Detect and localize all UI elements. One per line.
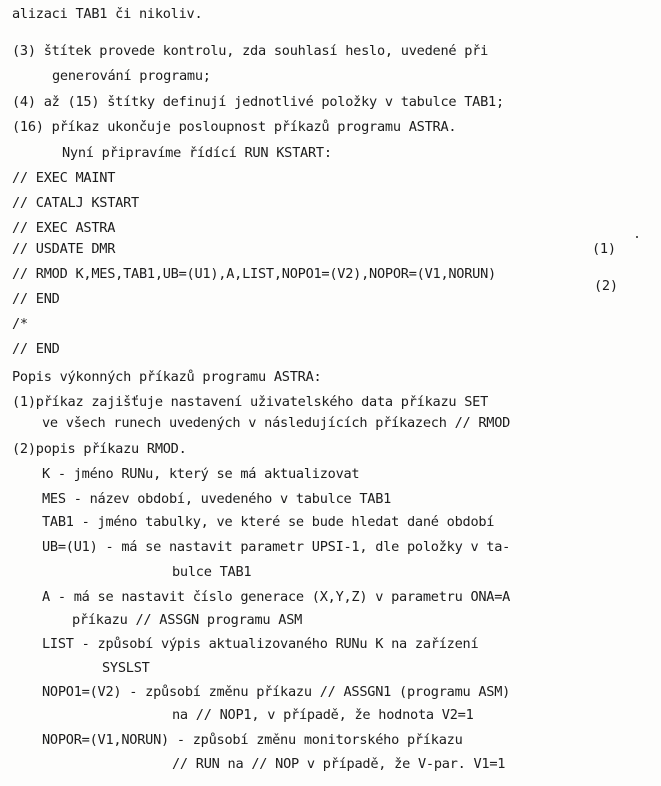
code-line: // CATALJ KSTART: [12, 195, 139, 211]
text-line: TAB1 - jméno tabulky, ve které se bude hledat dané období: [42, 514, 495, 530]
text-line: bulce TAB1: [172, 564, 252, 580]
text-line: LIST - způsobí výpis aktualizovaného RUNu K na zařízení: [42, 636, 479, 652]
text-line: NOPOR=(V1,NORUN) - způsobí změnu monitorského příkazu: [42, 732, 463, 748]
text-line: UB=(U1) - má se nastavit parametr UPSI-1, dle položky v ta-: [42, 539, 511, 555]
text-line: ve všech runech uvedených v následujících příkazech // RMOD: [42, 415, 511, 431]
code-line: // END: [12, 291, 60, 307]
text-line: K - jméno RUNu, který se má aktualizovat: [42, 466, 360, 482]
text-line: // RUN na // NOP v případě, že V-par. V1=1: [172, 756, 506, 772]
code-line: // EXEC ASTRA: [12, 220, 116, 236]
text-line: generování programu;: [52, 68, 211, 84]
text-line: A - má se nastavit číslo generace (X,Y,Z) v parametru ONA=A: [42, 589, 511, 605]
text-line: (16) příkaz ukončuje posloupnost příkazů programu ASTRA.: [12, 119, 457, 135]
text-line: (4) až (15) štítky definují jednotlivé položky v tabulce TAB1;: [12, 94, 504, 110]
text-line: SYSLST: [102, 660, 150, 676]
text-line: Popis výkonných příkazů programu ASTRA:: [12, 369, 322, 385]
text-line: (2)popis příkazu RMOD.: [12, 441, 187, 457]
code-line: // USDATE DMR: [12, 241, 116, 257]
text-line: na // NOP1, v případě, že hodnota V2=1: [172, 707, 474, 723]
text-line: alizaci TAB1 či nikoliv.: [12, 6, 203, 22]
code-line: // RMOD K,MES,TAB1,UB=(U1),A,LIST,NOPO1=(V2),NOPOR=(V1,NORUN): [12, 266, 496, 282]
reference-number: (1): [592, 241, 616, 257]
code-line: /*: [12, 316, 28, 332]
text-line: NOPO1=(V2) - způsobí změnu příkazu // ASSGN1 (programu ASM): [42, 684, 511, 700]
text-line: příkazu // ASSGN programu ASM: [72, 612, 303, 628]
reference-number: (2): [594, 278, 618, 294]
code-line: // END: [12, 341, 60, 357]
speck: [636, 236, 638, 238]
text-line: (1)příkaz zajišťuje nastavení uživatelského data příkazu SET: [12, 394, 489, 410]
text-line: (3) štítek provede kontrolu, zda souhlasí heslo, uvedené při: [12, 43, 489, 59]
code-line: // EXEC MAINT: [12, 170, 116, 186]
text-line: MES - název období, uvedeného v tabulce TAB1: [42, 491, 392, 507]
text-line: Nyní připravíme řídící RUN KSTART:: [62, 145, 332, 161]
